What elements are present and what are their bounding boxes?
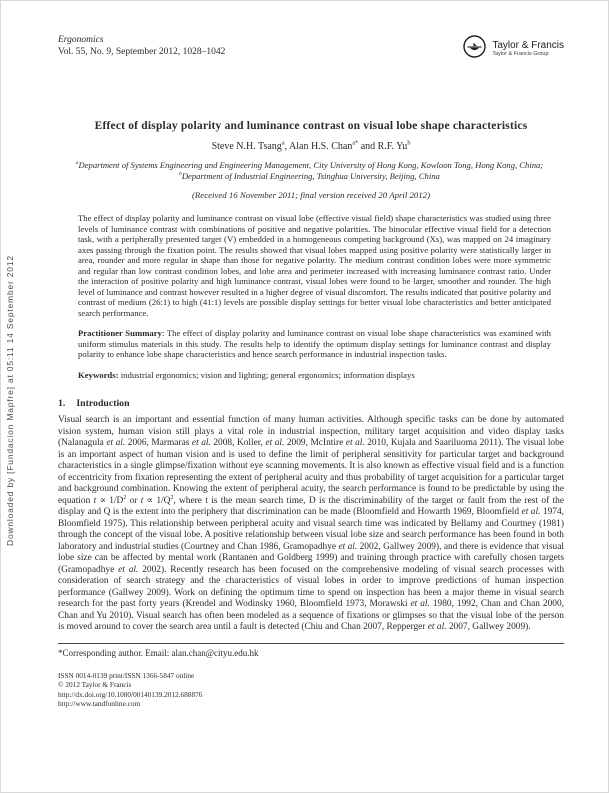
issue-line: Vol. 55, No. 9, September 2012, 1028–1042 [58, 47, 226, 57]
publisher-name: Taylor & Francis [492, 40, 564, 51]
affiliations: $^a$Department of Systems Engineering and Engineering Management, City University of Hong Kong, Kowloon Tong, Hong Kong, China; $^b$Department of Industrial Engineering, Tsinghua University, Beijing, China [75, 160, 544, 181]
publication-info-block [58, 671, 564, 709]
corresponding-author-note: *Corresponding author. Email: alan.chan@cityu.edu.hk [58, 647, 259, 658]
section-title: Introduction [76, 398, 130, 409]
section-heading-introduction [58, 398, 564, 409]
abstract-block [78, 213, 551, 380]
issn-line: ISSN 0014-0139 print/ISSN 1366-5847 online [58, 670, 195, 680]
download-watermark: Downloaded by [Fundacion Mapfre] at 05:11 14 September 2012 [5, 255, 15, 546]
footnote-divider [58, 643, 564, 644]
publisher-website-link: http://www.tandfonline.com [58, 699, 141, 709]
section-number: 1. [58, 398, 66, 409]
journal-meta [58, 34, 225, 58]
received-dates: (Received 16 November 2011; final version received 20 April 2012) [191, 190, 430, 200]
doi-link: http://dx.doi.org/10.1080/00140139.2012.688876 [58, 689, 203, 699]
page-header [58, 34, 564, 64]
introduction-paragraph: Visual search is an important and essential function of many human activities. Although specific tasks can be done by automated vision system, human vision still plays a vital role in industrial inspection, military target acquisition and video display tasks (Nalanagula et al. 2006, Marmaras et al. 2008, Koller, et al. 2009, McIntire et al. 2010, Kujala and Saariluoma 2011). The visual lobe is an important aspect of human vision and is used to define the limit of peripheral sensitivity for particular target and background characteristics in a single glimpse/fixation without eye scanning movements. It is also known as effective visual field and is a function of eccentricity from fixation representing the extent of peripheral acuity and thus probability of target acquisition for a particular target and background combination. Knowing the extent of peripheral acuity, the search performance is found to be predictable by using the equation $t \propto 1/D^2$ or $t \propto 1/Q^2$, where t is the mean search time, D is the discriminability of the target or fault from the rest of the display and Q is the extent into the periphery that discrimination can be made (Bloomfield and Howarth 1969, Bloomfield et al. 1974, Bloomfield 1975). This relationship between peripheral acuity and visual search time was indicated by Bellamy and Courtney (1981) through the concept of the visual lobe. A positive relationship between visual lobe size and search performance has been found in both laboratory and industrial studies (Courtney and Chan 1986, Gramopadhye et al. 2002, Gallwey 2009), and there is evidence that visual lobe size can be affected by mental work (Rantanen and Goldberg 1999) and training through practice with carefully chosen targets (Gramopadhye et al. 2002). Recently research has been focused on the comprehensive modeling of visual search processes with consideration of search strategy and the characteristics of visual lobes in order to improve predictions of human inspection performance (Gallwey 2009). Work on defining the optimum time to spend on inspection has been a major theme in visual search research for the past forty years (Krendel and Wodinsky 1960, Bloomfield 1973, Morawski et al. 1980, 1992, Chan and Chan 2000, Chan and Yu 2010). Visual search has often been modeled as a sequence of fixations or glimpses so that the visual lobe of the person is moved around to cover the search area until a fault is detected (Chiu and Chan 2007, Repperger et al. 2007, Gallwey 2009). [58, 415, 565, 632]
journal-name: Ergonomics [58, 35, 104, 45]
logo-text [492, 40, 564, 58]
copyright-line: © 2012 Taylor & Francis [58, 680, 132, 690]
abstract-text: The effect of display polarity and luminance contrast on visual lobe (effective visual field) shape characteristics was studied using three levels of luminance contrast with combinations of positive and negative polarities. The binocular effective visual field for a detection task, with a peripherally presented target (V) embedded in a homogeneous competing background (Xs), was mapped on 24 imaginary axes passing through the fixation point. The results showed that visual lobes mapped using positive polarity were statistically larger in area, rounder and more regular in shape than those for negative polarity. The medium contrast condition lobes were more symmetric and regular than low contrast condition lobes, and lobe area and perimeter increased with increasing luminance contrast ratio. Under the interaction of positive polarity and high luminance contrast, visual lobes were found to be larger, smoother and rounder. The high level of luminance and contrast however resulted in a higher degree of visual discomfort. The results indicated that positive polarity and contrast of medium (26:1) to high (41:1) levels are possible display settings for better visual lobe characteristics and better anticipated search performance. [78, 213, 551, 318]
practitioner-summary: Practitioner Summary: The effect of display polarity and luminance contrast on visual lobe shape characteristics was examined with uniform stimulus materials in this study. The results help to identify the optimum display settings for luminance contrast and display polarity to enhance lobe shape characteristics and hence search performance in industrial inspection tasks. [78, 328, 551, 359]
publisher-group: Taylor & Francis Group [492, 51, 549, 57]
taylor-francis-logo [462, 34, 564, 64]
article-title: Effect of display polarity and luminance contrast on visual lobe shape characteristics [94, 120, 528, 132]
keywords-line: Keywords: industrial ergonomics; vision and lighting; general ergonomics; information displays [78, 369, 415, 380]
taylor-francis-emblem-icon [462, 34, 487, 64]
authors-line: Steve N.H. Tsang$^a$, Alan H.S. Chan$^{a*}$ and R.F. Yu$^b$ [211, 139, 411, 152]
